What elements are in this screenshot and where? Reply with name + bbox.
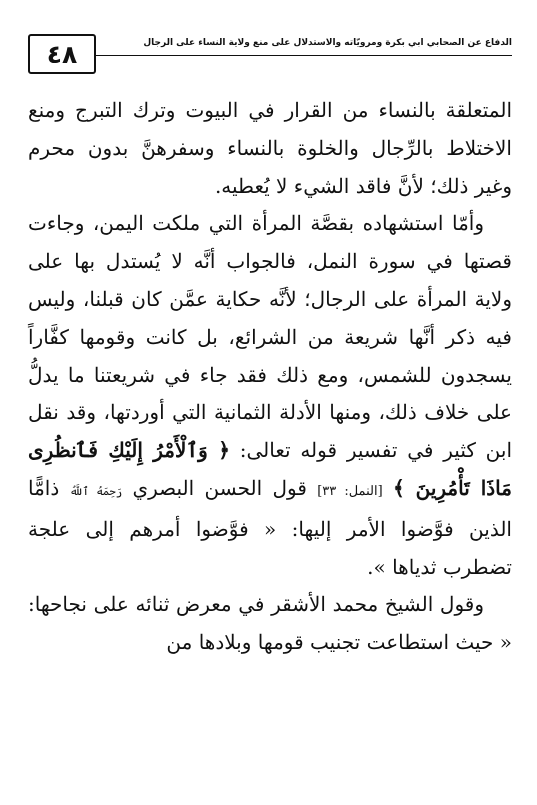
paragraph-2-continuation: قول الحسن البصري xyxy=(132,475,307,500)
paragraph-3: وقول الشيخ محمد الأشقر في معرض ثنائه على نجاحها: « حيث استطاعت تجنيب قومها وبلادها من xyxy=(28,592,512,655)
body-text xyxy=(28,92,512,662)
page-header xyxy=(28,28,512,78)
running-title: الدفاع عن الصحابي أبي بكرة ومرويّاته والاستدلال على منع ولاية النساء على الرجال xyxy=(143,38,512,48)
paragraph-2-text: وأمّا استشهاده بقصَّة المرأة التي ملكت اليمن، وجاءت قصتها في سورة النمل، فالجواب أنَّه لا يُستدل بها على ولاية المرأة على الرجال؛ لأنَّه حكاية عمَّن كان قبلنا، وليس فيه ذكر أنَّها شريعة من الشرائع، بل كانت وقومها كفَّاراً يسجدون للشمس، ومع ذلك فقد جاء في شريعتنا ما يدلُّ على خلاف ذلك، ومنها الأدلة الثمانية التي أوردتها، وقد نقل ابن كثير في تفسير قوله تعالى: xyxy=(28,211,513,463)
quran-verse: ﴿ وَٱلْأَمْرُ إِلَيْكِ فَٱنظُرِى مَاذَا تَأْمُرِينَ ﴾ xyxy=(28,438,512,500)
header-rule xyxy=(94,55,512,56)
page-number: ٤٨ xyxy=(28,34,96,74)
paragraph-2-end: ذامًّا الذين فوَّضوا الأمر إليها: « فوَّضوا أمرهم إلى علجة تضطرب ثدياها ». xyxy=(28,475,512,579)
paragraph-2 xyxy=(28,205,512,586)
paragraph-1: المتعلقة بالنساء من القرار في البيوت وترك التبرج ومنع الاختلاط بالرِّجال والخلوة بالنساء وسفرهنَّ بدون محرم وغير ذلك؛ لأنَّ فاقد الشيء لا يُعطيه. xyxy=(28,98,512,198)
verse-reference: [النمل: ٣٣] xyxy=(317,483,383,499)
honorific-glyph: رَحِمَهُ ٱللَّهُ xyxy=(69,484,123,498)
